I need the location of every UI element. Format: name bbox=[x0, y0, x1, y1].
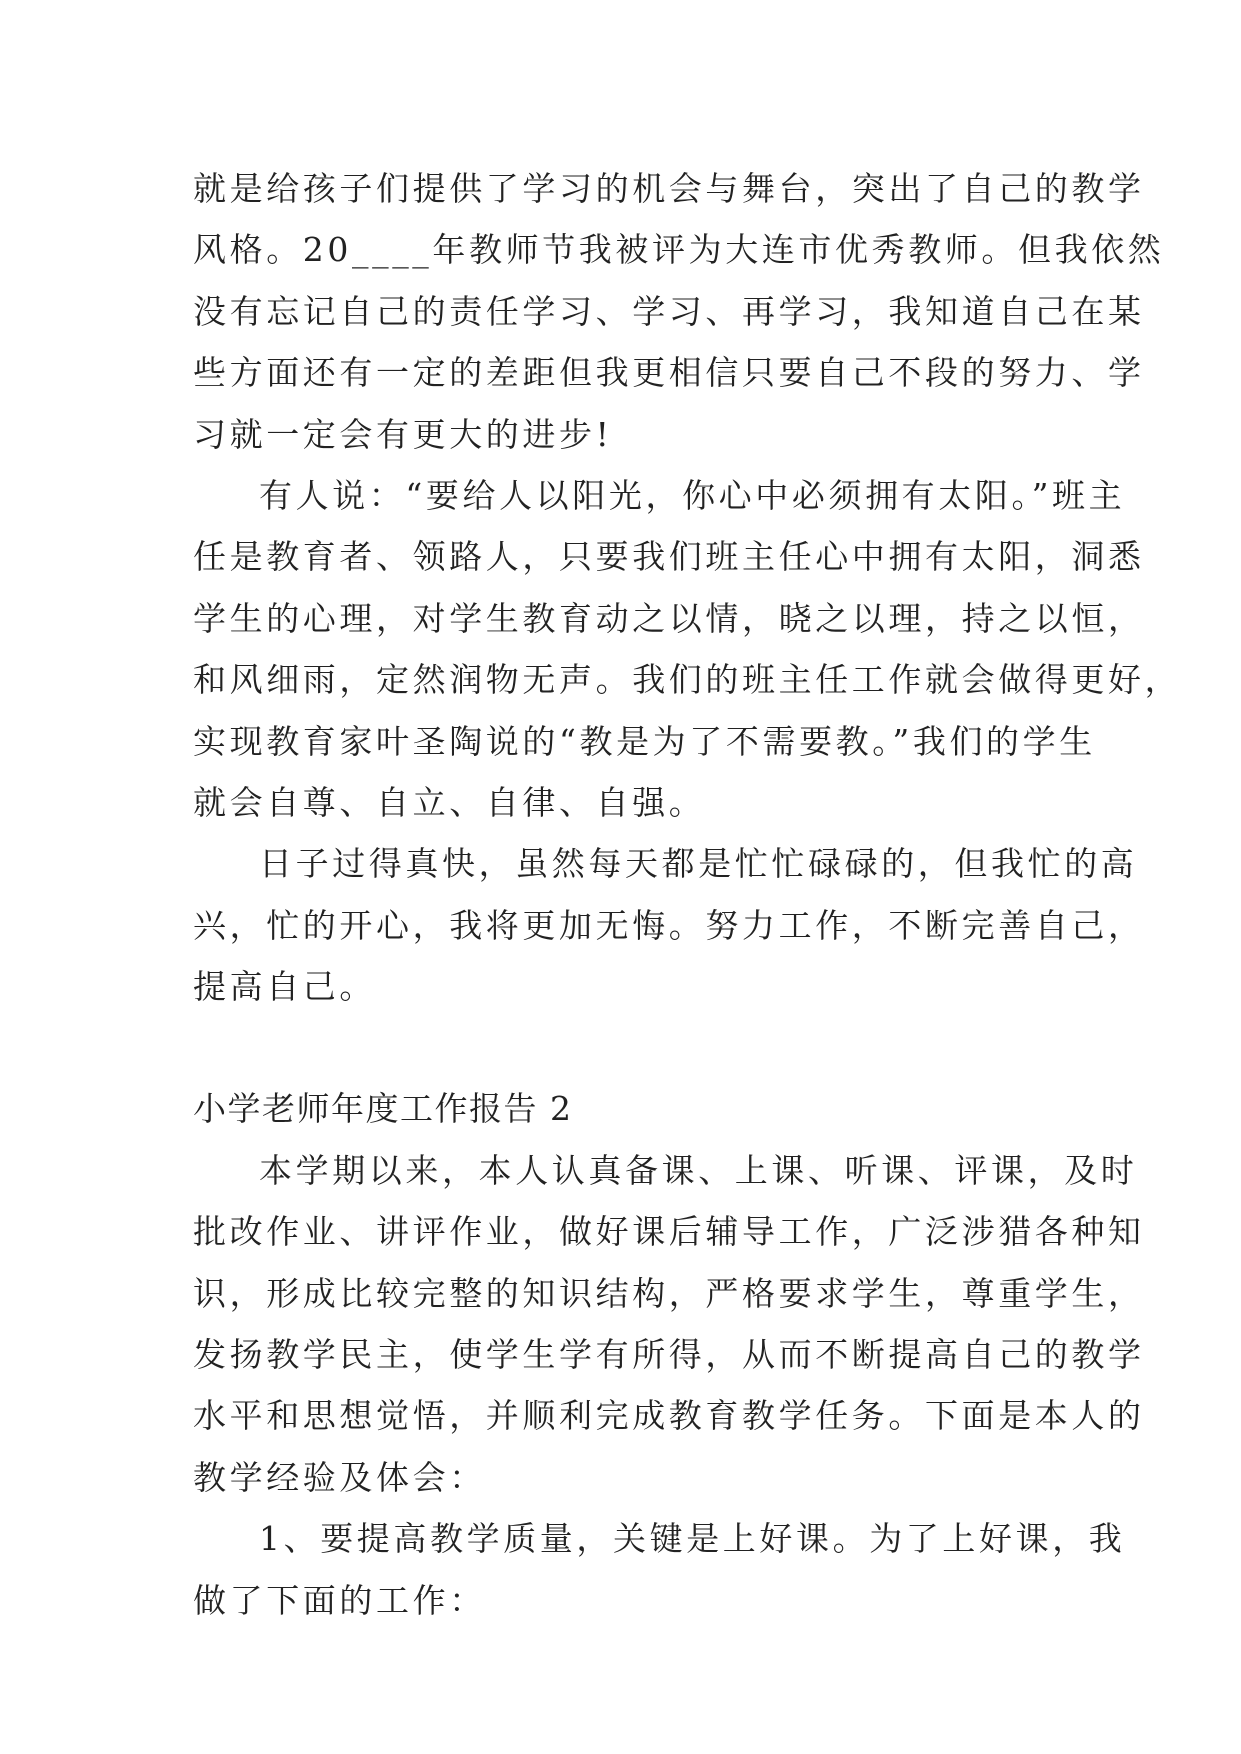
section-heading: 小学老师年度工作报告 2 bbox=[193, 1089, 573, 1129]
text-line: 习就一定会有更大的进步! bbox=[193, 414, 613, 454]
text-line: 识，形成比较完整的知识结构，严格要求学生，尊重学生， bbox=[193, 1273, 1145, 1313]
text-line: 1、要提高教学质量，关键是上好课。为了上好课，我 bbox=[259, 1519, 1126, 1559]
text-line: 学生的心理，对学生教育动之以情，晓之以理，持之以恒， bbox=[193, 598, 1145, 638]
text-line: 日子过得真快，虽然每天都是忙忙碌碌的，但我忙的高 bbox=[259, 844, 1138, 884]
text-line: 发扬教学民主，使学生学有所得，从而不断提高自己的教学 bbox=[193, 1335, 1145, 1375]
text-line: 实现教育家叶圣陶说的“教是为了不需要教。”我们的学生 bbox=[193, 721, 1096, 761]
text-line: 提高自己。 bbox=[193, 967, 376, 1007]
text-line: 就会自尊、自立、自律、自强。 bbox=[193, 782, 706, 822]
paragraph-continued bbox=[193, 158, 1165, 465]
text-line: 风格。20____年教师节我被评为大连市优秀教师。但我依然 bbox=[193, 230, 1165, 270]
text-line: 批改作业、讲评作业，做好课后辅导工作，广泛涉猎各种知 bbox=[193, 1212, 1145, 1252]
paragraph-semester-intro bbox=[193, 1140, 1145, 1508]
text-line: 教学经验及体会： bbox=[193, 1457, 486, 1497]
paragraph-point-1 bbox=[193, 1508, 1126, 1631]
text-line: 任是教育者、领路人，只要我们班主任心中拥有太阳，洞悉 bbox=[193, 537, 1145, 577]
paragraph-closing bbox=[193, 833, 1145, 1017]
text-line: 兴，忙的开心，我将更加无悔。努力工作，不断完善自己， bbox=[193, 905, 1145, 945]
text-line: 水平和思想觉悟，并顺利完成教育教学任务。下面是本人的 bbox=[193, 1396, 1145, 1436]
text-line: 就是给孩子们提供了学习的机会与舞台，突出了自己的教学 bbox=[193, 169, 1145, 208]
text-line: 本学期以来，本人认真备课、上课、听课、评课，及时 bbox=[259, 1150, 1138, 1190]
text-line: 和风细雨，定然润物无声。我们的班主任工作就会做得更好， bbox=[193, 660, 1182, 700]
text-line: 有人说：“要给人以阳光，你心中必须拥有太阳。”班主 bbox=[259, 475, 1126, 515]
paragraph-sunshine-quote bbox=[193, 465, 1182, 833]
document-body bbox=[193, 158, 1182, 1631]
text-line: 做了下面的工作： bbox=[193, 1580, 486, 1620]
text-line: 些方面还有一定的差距但我更相信只要自己不段的努力、学 bbox=[193, 353, 1145, 393]
text-line: 没有忘记自己的责任学习、学习、再学习，我知道自己在某 bbox=[193, 291, 1145, 331]
